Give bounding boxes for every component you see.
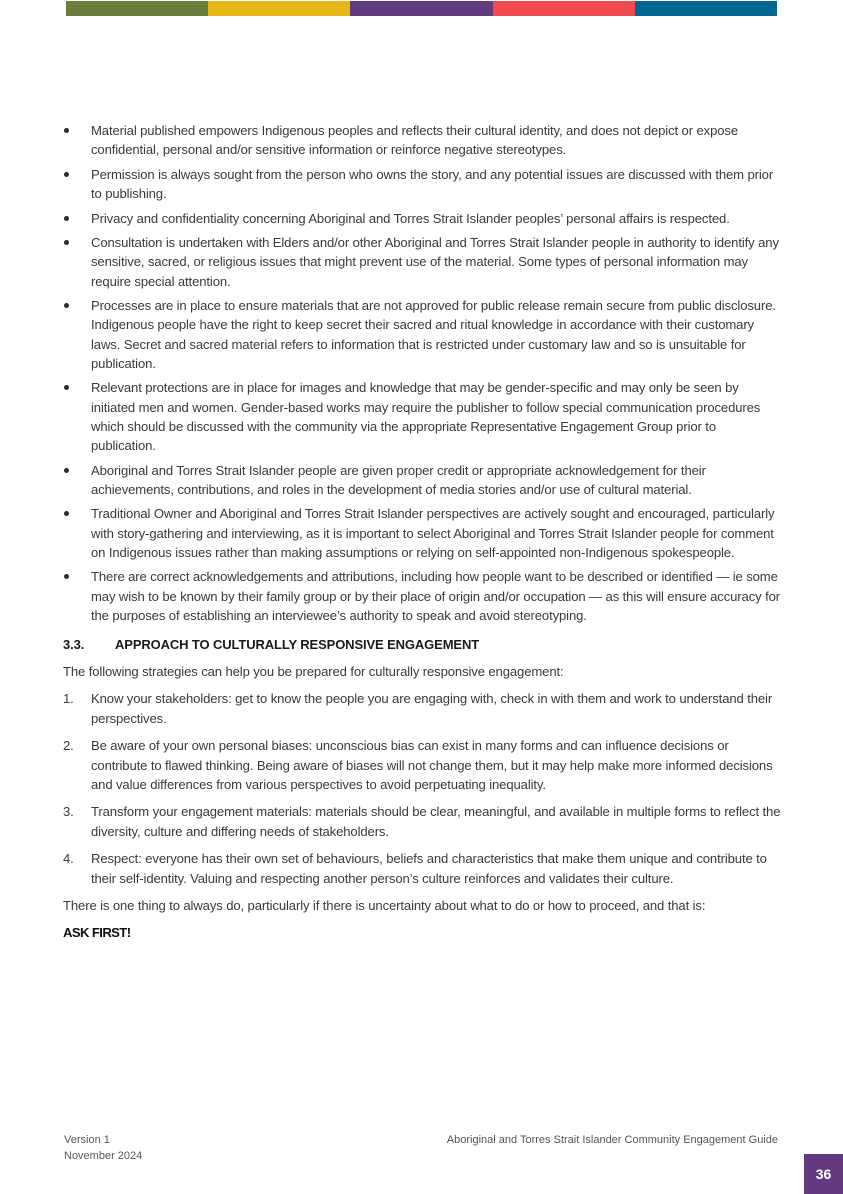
color-bar-segment-purple	[350, 1, 492, 16]
strategy-number: 3.	[63, 804, 74, 820]
section-title: APPROACH TO CULTURALLY RESPONSIVE ENGAGEMENT	[115, 637, 480, 652]
strategy-item	[63, 849, 783, 887]
bullet-dot-icon	[64, 240, 69, 245]
bullet-text: Traditional Owner and Aboriginal and Torres Strait Islander perspectives are actively sought and encouraged, particularly with story-gathering and interviewing, as it is important to select Aboriginal and Torres Strait Islander people for comment on Indigenous issues rather than making assumptions or relying on self-appointed non-Indigenous spokespeople.	[91, 506, 775, 560]
bullet-text: Processes are in place to ensure materials that are not approved for public release remain secure from public disclosure. Indigenous people have the right to keep secret their sacred and ritual knowledge in accordance with their customary laws. Secret and sacred material refers to information that is restricted under customary law and so is unsuitable for publication.	[91, 298, 776, 371]
strategy-text: Know your stakeholders: get to know the people you are engaging with, check in with them and work to understand their perspectives.	[91, 691, 773, 726]
strategies-list	[63, 689, 783, 887]
footer-date: November 2024	[64, 1150, 143, 1162]
color-bar-segment-blue	[635, 1, 777, 16]
bullet-dot-icon	[64, 468, 69, 473]
section-intro: The following strategies can help you be prepared for culturally responsive engagement:	[63, 664, 564, 680]
bullet-item	[63, 296, 783, 373]
bullet-text: Material published empowers Indigenous peoples and reflects their cultural identity, and does not depict or expose confidential, personal and/or sensitive information or reinforce negative stereotypes.	[91, 123, 738, 158]
bullet-item	[63, 461, 783, 499]
bullet-dot-icon	[64, 574, 69, 579]
bullet-dot-icon	[64, 216, 69, 221]
page-content	[63, 121, 783, 943]
bullet-text: Privacy and confidentiality concerning Aboriginal and Torres Strait Islander peoples’ personal affairs is respected.	[91, 210, 730, 226]
color-bar-segment-yellow	[208, 1, 350, 16]
footer-version-info	[64, 1132, 142, 1164]
color-bar-segment-green	[66, 1, 208, 16]
strategy-number: 2.	[63, 738, 74, 754]
bullet-dot-icon	[64, 385, 69, 390]
bullet-item	[63, 378, 783, 455]
bullet-text: Aboriginal and Torres Strait Islander people are given proper credit or appropriate acknowledgement for their achievements, contributions, and roles in the development of media stories and/or use of cultural material.	[91, 462, 706, 497]
bullet-text: There are correct acknowledgements and attributions, including how people want to be described or identified — ie some may wish to be known by their family group or by their place of origin and/or occupation — as this will ensure accuracy for the purposes of establishing an interviewee’s authority to speak and avoid stereotyping.	[91, 569, 780, 623]
strategy-number: 4.	[63, 851, 74, 867]
color-bar-segment-red	[493, 1, 635, 16]
bullet-dot-icon	[64, 511, 69, 516]
bullet-dot-icon	[64, 172, 69, 177]
header-color-bar	[66, 1, 777, 16]
bullet-item	[63, 567, 783, 625]
page-number-badge: 36	[804, 1154, 843, 1194]
footer-document-title: Aboriginal and Torres Strait Islander Community Engagement Guide	[446, 1134, 778, 1146]
strategy-text: Respect: everyone has their own set of behaviours, beliefs and characteristics that make them unique and contribute to their self-identity. Valuing and respecting another person’s culture reinforces and validates their culture.	[91, 851, 767, 886]
bullet-dot-icon	[64, 128, 69, 133]
bullet-item	[63, 165, 783, 203]
bullet-text: Consultation is undertaken with Elders and/or other Aboriginal and Torres Strait Islander people in authority to identify any sensitive, sacred, or religious issues that might prevent use of the material. Some types of personal information may require special attention.	[91, 235, 779, 289]
strategy-text: Be aware of your own personal biases: unconscious bias can exist in many forms and can influence decisions or contribute to flawed thinking. Being aware of biases will not change them, but it may help make more informed decisions and value differences from various perspectives to avoid perpetuating inequality.	[91, 738, 773, 792]
footer-version: Version 1	[64, 1134, 110, 1146]
bullet-text: Permission is always sought from the person who owns the story, and any potential issues are discussed with them prior to publishing.	[91, 166, 774, 201]
strategy-number: 1.	[63, 691, 74, 707]
strategy-item	[63, 802, 783, 840]
bullet-item	[63, 209, 783, 228]
strategy-text: Transform your engagement materials: materials should be clear, meaningful, and available in multiple forms to reflect the diversity, culture and differing needs of stakeholders.	[91, 804, 781, 839]
bullet-dot-icon	[64, 303, 69, 308]
closing-paragraph: There is one thing to always do, particularly if there is uncertainty about what to do or how to proceed, and that is:	[63, 898, 706, 914]
section-number: 3.3.	[63, 637, 85, 652]
bullet-item	[63, 504, 783, 562]
guidelines-bullet-list	[63, 121, 783, 625]
ask-first-emphasis: ASK FIRST!	[63, 925, 131, 941]
bullet-item	[63, 233, 783, 291]
bullet-text: Relevant protections are in place for images and knowledge that may be gender-specific and may only be seen by initiated men and women. Gender-based works may require the publisher to follow special communication procedures which should be discussed with the community via the appropriate Representative Engagement Group prior to publication.	[91, 380, 761, 453]
bullet-item	[63, 121, 783, 159]
strategy-item	[63, 689, 783, 727]
section-heading	[63, 635, 783, 654]
strategy-item	[63, 736, 783, 794]
